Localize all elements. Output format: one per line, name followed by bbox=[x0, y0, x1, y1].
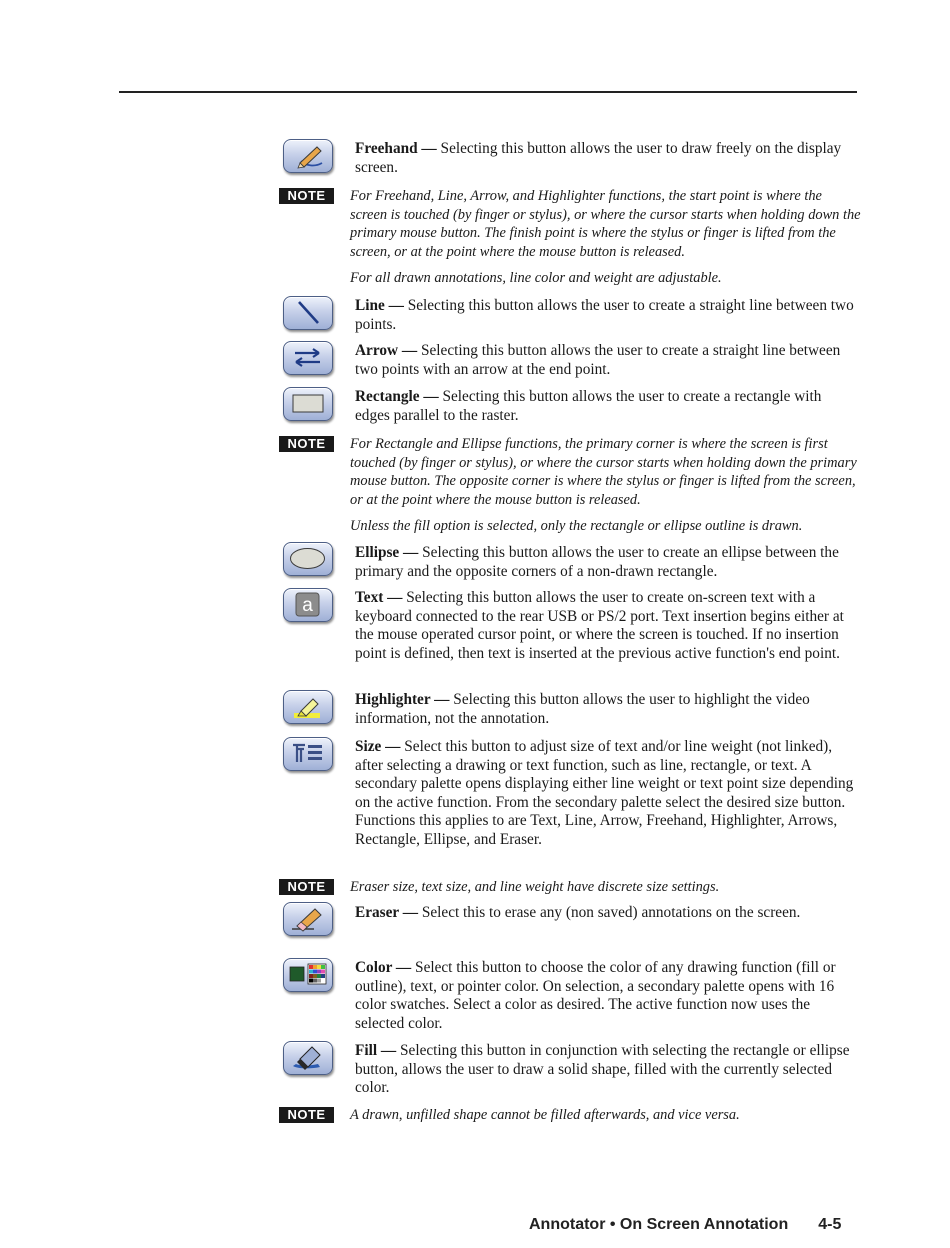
fill-description: Fill — Selecting this button in conjunction with selecting the rectangle or ellipse button, allows the user to draw a solid shape, filled with the currently selected color. bbox=[355, 1042, 850, 1097]
ellipse-description: Ellipse — Selecting this button allows the user to create an ellipse between the primary and the opposite corners of a non-drawn rectangle. bbox=[355, 544, 839, 580]
fill-button[interactable] bbox=[283, 1041, 333, 1075]
note-text: For Rectangle and Ellipse functions, the primary corner is where the screen is first touched (by finger or stylus), or where the cursor starts when holding down the primary mouse button. The opposite corner is where the stylus or finger is lifted from the screen, or at the point where the mouse button is released. bbox=[350, 436, 857, 508]
highlighter-button[interactable] bbox=[283, 690, 333, 724]
note-badge: NOTE bbox=[279, 188, 334, 204]
note-text-secondary: For all drawn annotations, line color and weight are adjustable. bbox=[350, 270, 722, 286]
rectangle-button[interactable] bbox=[283, 387, 333, 421]
page-number: 4-5 bbox=[818, 1216, 842, 1233]
text-button[interactable] bbox=[283, 588, 333, 622]
note-text: Eraser size, text size, and line weight have discrete size settings. bbox=[350, 879, 720, 895]
eraser-description: Eraser — Select this to erase any (non saved) annotations on the screen. bbox=[355, 904, 801, 921]
eraser-icon bbox=[284, 903, 331, 934]
line-button[interactable] bbox=[283, 296, 333, 330]
color-button[interactable] bbox=[283, 958, 333, 992]
size-icon bbox=[284, 738, 331, 769]
header-rule bbox=[119, 91, 857, 93]
line-description: Line — Selecting this button allows the user to create a straight line between two points. bbox=[355, 297, 854, 333]
note-badge: NOTE bbox=[279, 436, 334, 452]
line-icon bbox=[284, 297, 331, 328]
arrows-icon bbox=[284, 342, 331, 373]
text-icon bbox=[284, 589, 331, 620]
svg-text:a: a bbox=[302, 595, 313, 616]
rectangle-description: Rectangle — Selecting this button allows the user to create a rectangle with edges parallel to the raster. bbox=[355, 388, 822, 424]
text-description: Text — Selecting this button allows the user to create on-screen text with a keyboard connected to the rear USB or PS/2 port. Text insertion begins either at the mouse operated cursor point, or where the screen is touched. If no insertion point is defined, then text is inserted at the previous active function's end point. bbox=[355, 589, 844, 662]
note-text: For Freehand, Line, Arrow, and Highlighter functions, the start point is where the screen is touched (by finger or stylus), or where the cursor starts when holding down the primary mouse button. The finish point is where the stylus or finger is lifted from the screen, or at the point where the mouse button is released. bbox=[350, 188, 861, 260]
note-text: A drawn, unfilled shape cannot be filled afterwards, and vice versa. bbox=[350, 1107, 740, 1123]
rectangle-icon bbox=[284, 388, 331, 419]
eraser-button[interactable] bbox=[283, 902, 333, 936]
footer-title: Annotator • On Screen Annotation bbox=[529, 1216, 789, 1233]
freehand-description: Freehand — Selecting this button allows the user to draw freely on the display screen. bbox=[355, 140, 842, 176]
color-description: Color — Select this button to choose the color of any drawing function (fill or outline), text, or pointer color. On selection, a secondary palette opens with 16 color swatches. Select a color as desired. The active function now uses the selected color. bbox=[355, 959, 836, 1032]
note-badge: NOTE bbox=[279, 1107, 334, 1123]
pencil-icon bbox=[284, 140, 331, 171]
highlighter-icon bbox=[284, 691, 331, 722]
note-badge: NOTE bbox=[279, 879, 334, 895]
note-text-secondary: Unless the fill option is selected, only the rectangle or ellipse outline is drawn. bbox=[350, 518, 803, 534]
fill-bucket-icon bbox=[284, 1042, 331, 1073]
page-footer bbox=[529, 1216, 841, 1234]
arrow-button[interactable] bbox=[283, 341, 333, 375]
arrow-description: Arrow — Selecting this button allows the user to create a straight line between two points with an arrow at the end point. bbox=[355, 342, 841, 378]
freehand-button[interactable] bbox=[283, 139, 333, 173]
size-description: Size — Select this button to adjust size of text and/or line weight (not linked), after selecting a drawing or text function, such as line, rectangle, or text. A secondary palette opens displaying either line weight or text point size depending on the active function. From the secondary palette select the desired size button. Functions this applies to are Text, Line, Arrow, Freehand, Highlighter, Arrows, Rectangle, Ellipse, and Eraser. bbox=[355, 738, 854, 848]
ellipse-button[interactable] bbox=[283, 542, 333, 576]
ellipse-icon bbox=[284, 543, 331, 574]
highlighter-description: Highlighter — Selecting this button allows the user to highlight the video information, not the annotation. bbox=[355, 691, 810, 727]
size-button[interactable] bbox=[283, 737, 333, 771]
color-palette-icon bbox=[284, 959, 331, 990]
